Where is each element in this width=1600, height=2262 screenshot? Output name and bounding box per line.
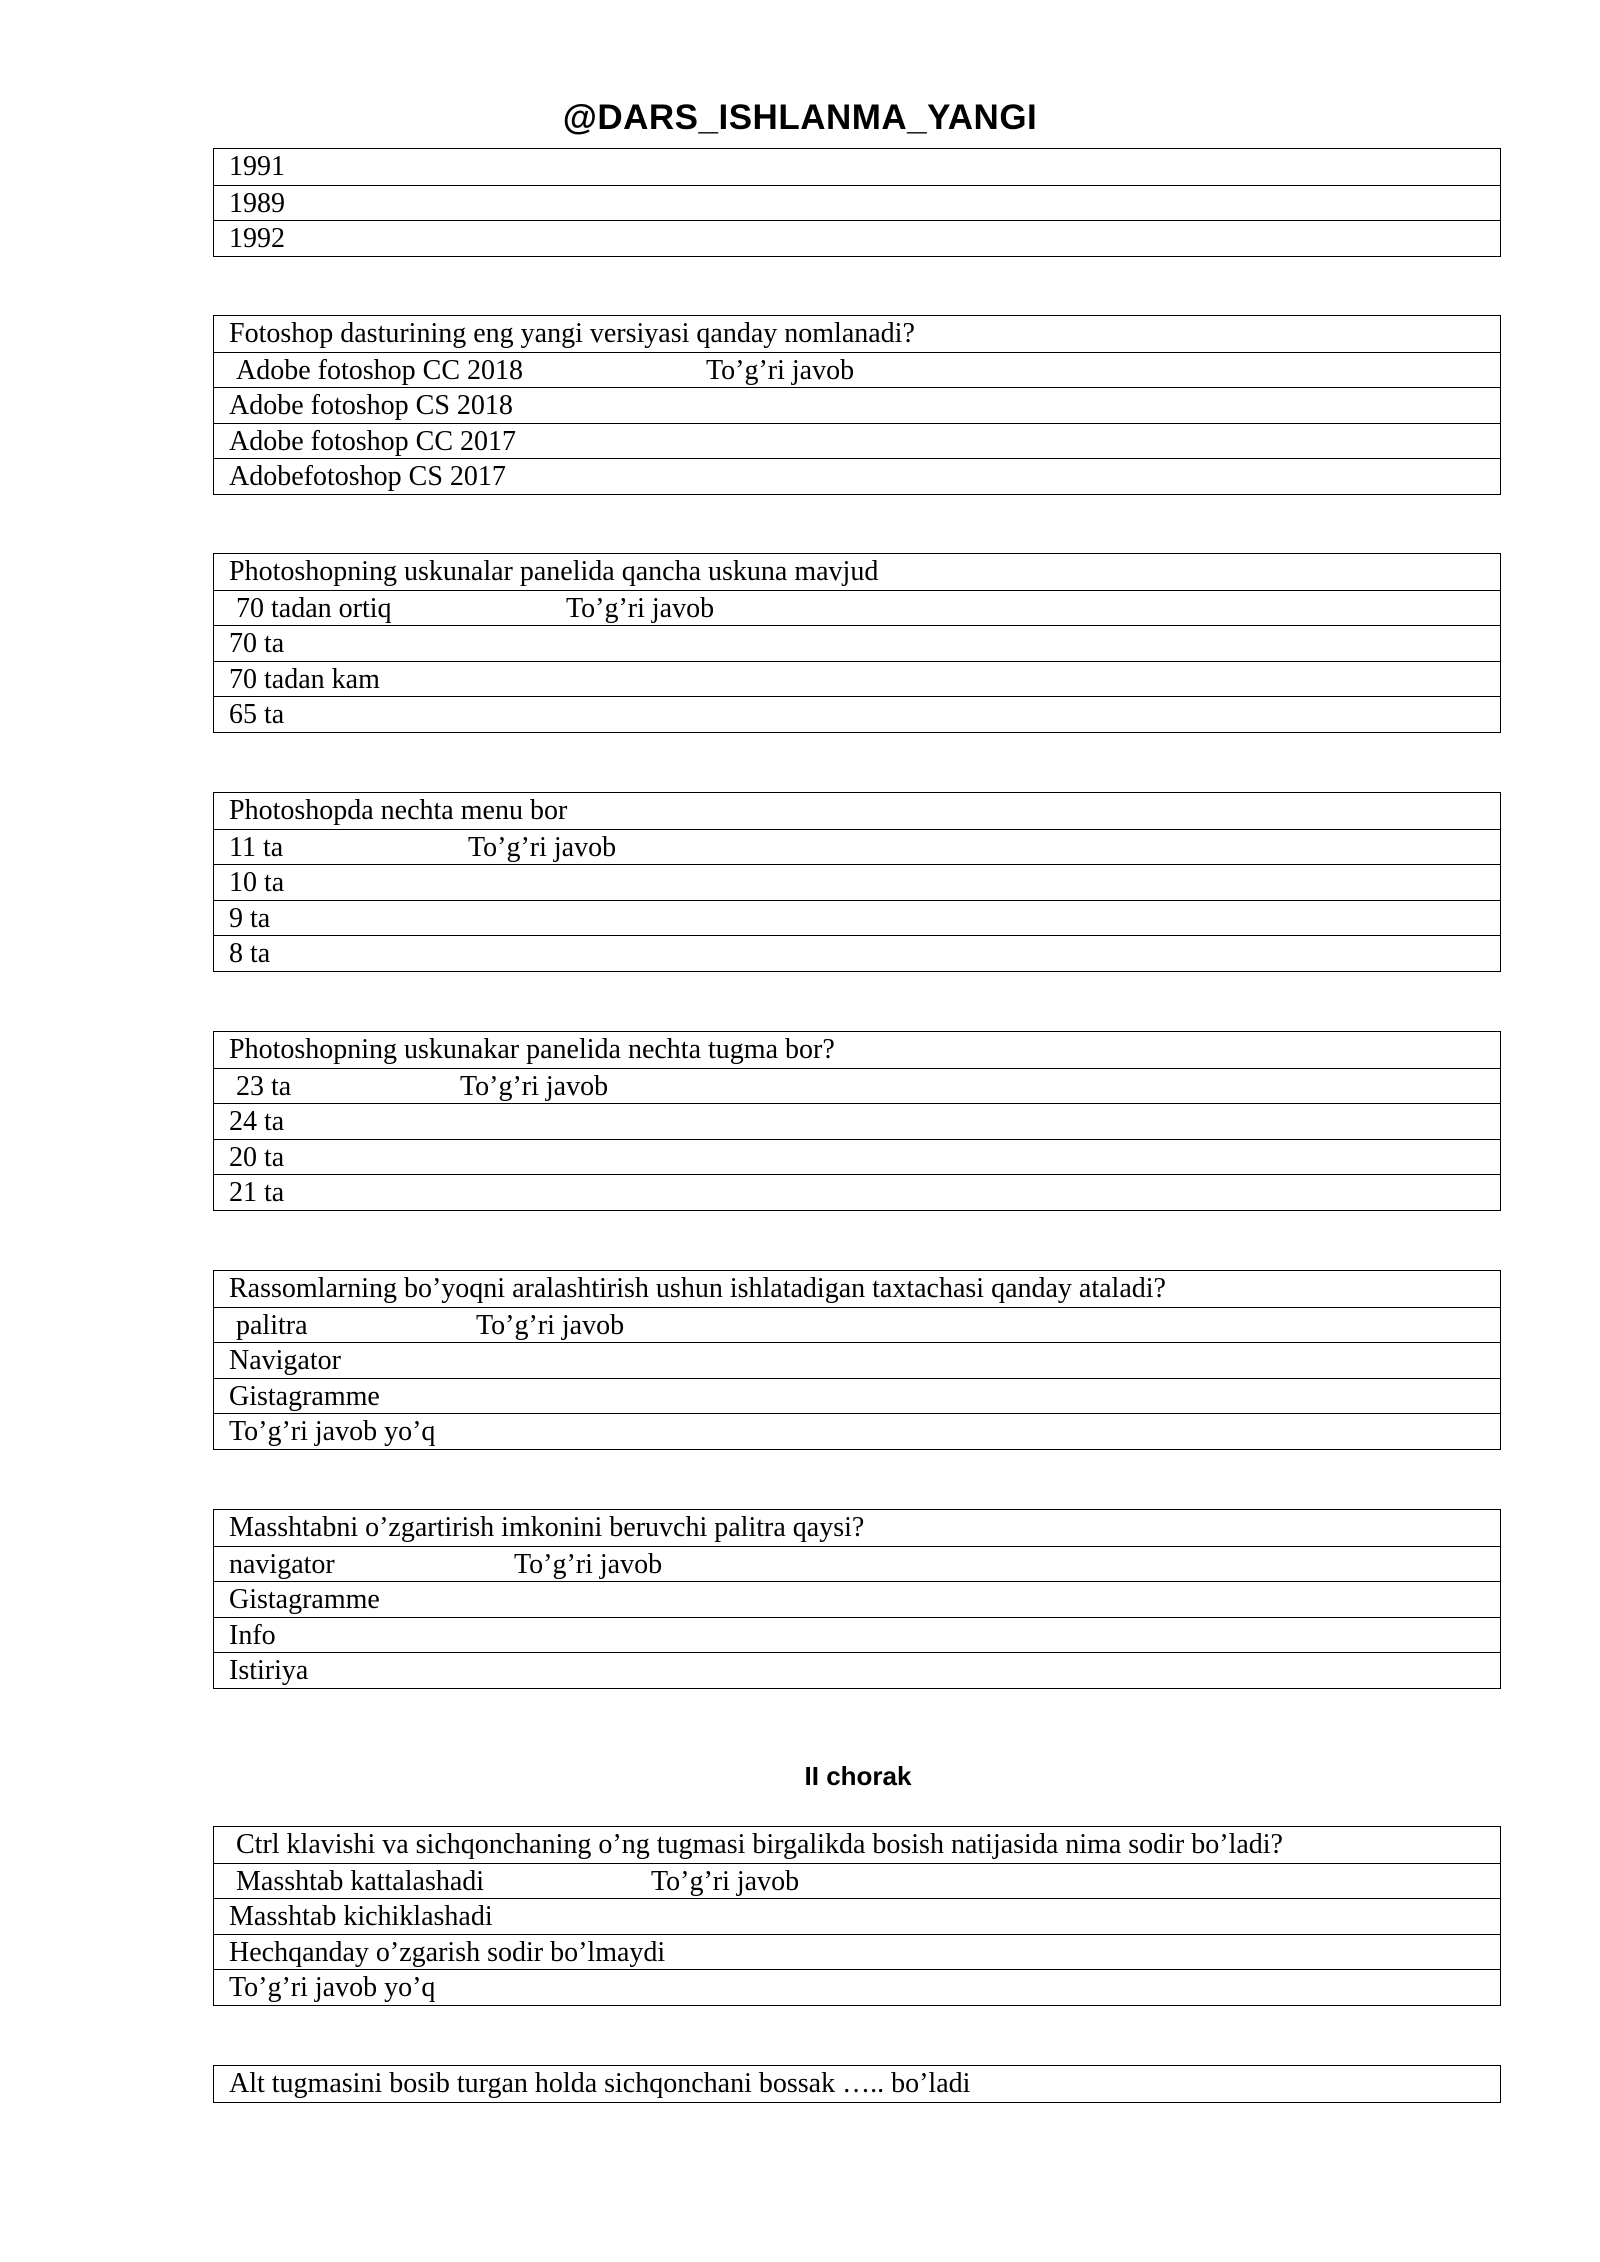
answer-option: 1991 [229, 151, 285, 182]
question-text: Photoshopning uskunakar panelida nechta tugma bor? [229, 1034, 835, 1065]
answer-table [213, 148, 1501, 257]
question-text: Photoshopning uskunalar panelida qancha uskuna mavjud [229, 556, 879, 587]
correct-answer-row [214, 1307, 1500, 1343]
answer-option: 20 ta [214, 1139, 1500, 1175]
answer-option: Adobe fotoshop CC 2018 [236, 354, 523, 386]
answer-option: 21 ta [214, 1174, 1500, 1210]
correct-answer-mark: To’g’ri javob [651, 1865, 800, 1897]
question-table [213, 1270, 1501, 1450]
answer-option: To’g’ri javob yo’q [214, 1413, 1500, 1449]
answer-option: 23 ta [236, 1070, 292, 1102]
correct-answer-mark: To’g’ri javob [514, 1548, 663, 1580]
answer-option: Gistagramme [214, 1581, 1500, 1617]
question-text: Photoshopda nechta menu bor [229, 795, 568, 826]
correct-answer-mark: To’g’ri javob [476, 1309, 625, 1341]
answer-option: 24 ta [214, 1103, 1500, 1139]
answer-option: Hechqanday o’zgarish sodir bo’lmaydi [214, 1934, 1500, 1970]
question-table [213, 1509, 1501, 1689]
answer-option: To’g’ri javob yo’q [214, 1969, 1500, 2005]
answer-option: Istiriya [214, 1652, 1500, 1688]
correct-answer-mark: To’g’ri javob [460, 1070, 609, 1102]
answer-option: 65 ta [214, 696, 1500, 732]
question-table [213, 315, 1501, 495]
answer-option: Adobe fotoshop CC 2017 [214, 423, 1500, 459]
answer-option: 1989 [214, 185, 1500, 221]
answer-option: 70 tadan ortiq [236, 592, 392, 624]
question-text: Masshtabni o’zgartirish imkonini beruvchi palitra qaysi? [229, 1512, 865, 1543]
answer-option: 10 ta [214, 864, 1500, 900]
question-table [213, 792, 1501, 972]
answer-option: Masshtab kichiklashadi [214, 1898, 1500, 1934]
correct-answer-row [214, 1068, 1500, 1104]
question-text: Rassomlarning bo’yoqni aralashtirish ushun ishlatadigan taxtachasi qanday ataladi? [229, 1273, 1166, 1304]
answer-option: 8 ta [214, 935, 1500, 971]
answer-option: Navigator [214, 1342, 1500, 1378]
correct-answer-row [214, 1863, 1500, 1899]
correct-answer-row [214, 1546, 1500, 1582]
answer-option: Adobefotoshop CS 2017 [214, 458, 1500, 494]
answer-option: Adobe fotoshop CS 2018 [214, 387, 1500, 423]
question-text: Fotoshop dasturining eng yangi versiyasi qanday nomlanadi? [229, 318, 915, 349]
correct-answer-mark: To’g’ri javob [566, 592, 715, 624]
answer-option: 70 ta [214, 625, 1500, 661]
answer-option: navigator [229, 1548, 335, 1580]
answer-option: Masshtab kattalashadi [236, 1865, 485, 1897]
correct-answer-row [214, 352, 1500, 388]
question-text: Alt tugmasini bosib turgan holda sichqonchani bossak ….. bo’ladi [229, 2068, 971, 2099]
answer-option: 70 tadan kam [214, 661, 1500, 697]
section-title: II chorak [804, 1761, 912, 1791]
answer-option: 1992 [214, 220, 1500, 256]
question-table [213, 553, 1501, 733]
correct-answer-mark: To’g’ri javob [468, 831, 617, 863]
correct-answer-row [214, 829, 1500, 865]
correct-answer-mark: To’g’ri javob [706, 354, 855, 386]
answer-option: 11 ta [229, 831, 284, 863]
correct-answer-row [214, 590, 1500, 626]
question-table [213, 1031, 1501, 1211]
question-table [213, 1826, 1501, 2006]
page-header: @DARS_ISHLANMA_YANGI [562, 98, 1038, 137]
question-table [213, 2065, 1501, 2103]
answer-option: Info [214, 1617, 1500, 1653]
answer-option: 9 ta [214, 900, 1500, 936]
answer-option: palitra [236, 1309, 308, 1341]
question-text: Ctrl klavishi va sichqonchaning o’ng tugmasi birgalikda bosish natijasida nima sodir bo’ladi? [236, 1829, 1283, 1860]
answer-option: Gistagramme [214, 1378, 1500, 1414]
